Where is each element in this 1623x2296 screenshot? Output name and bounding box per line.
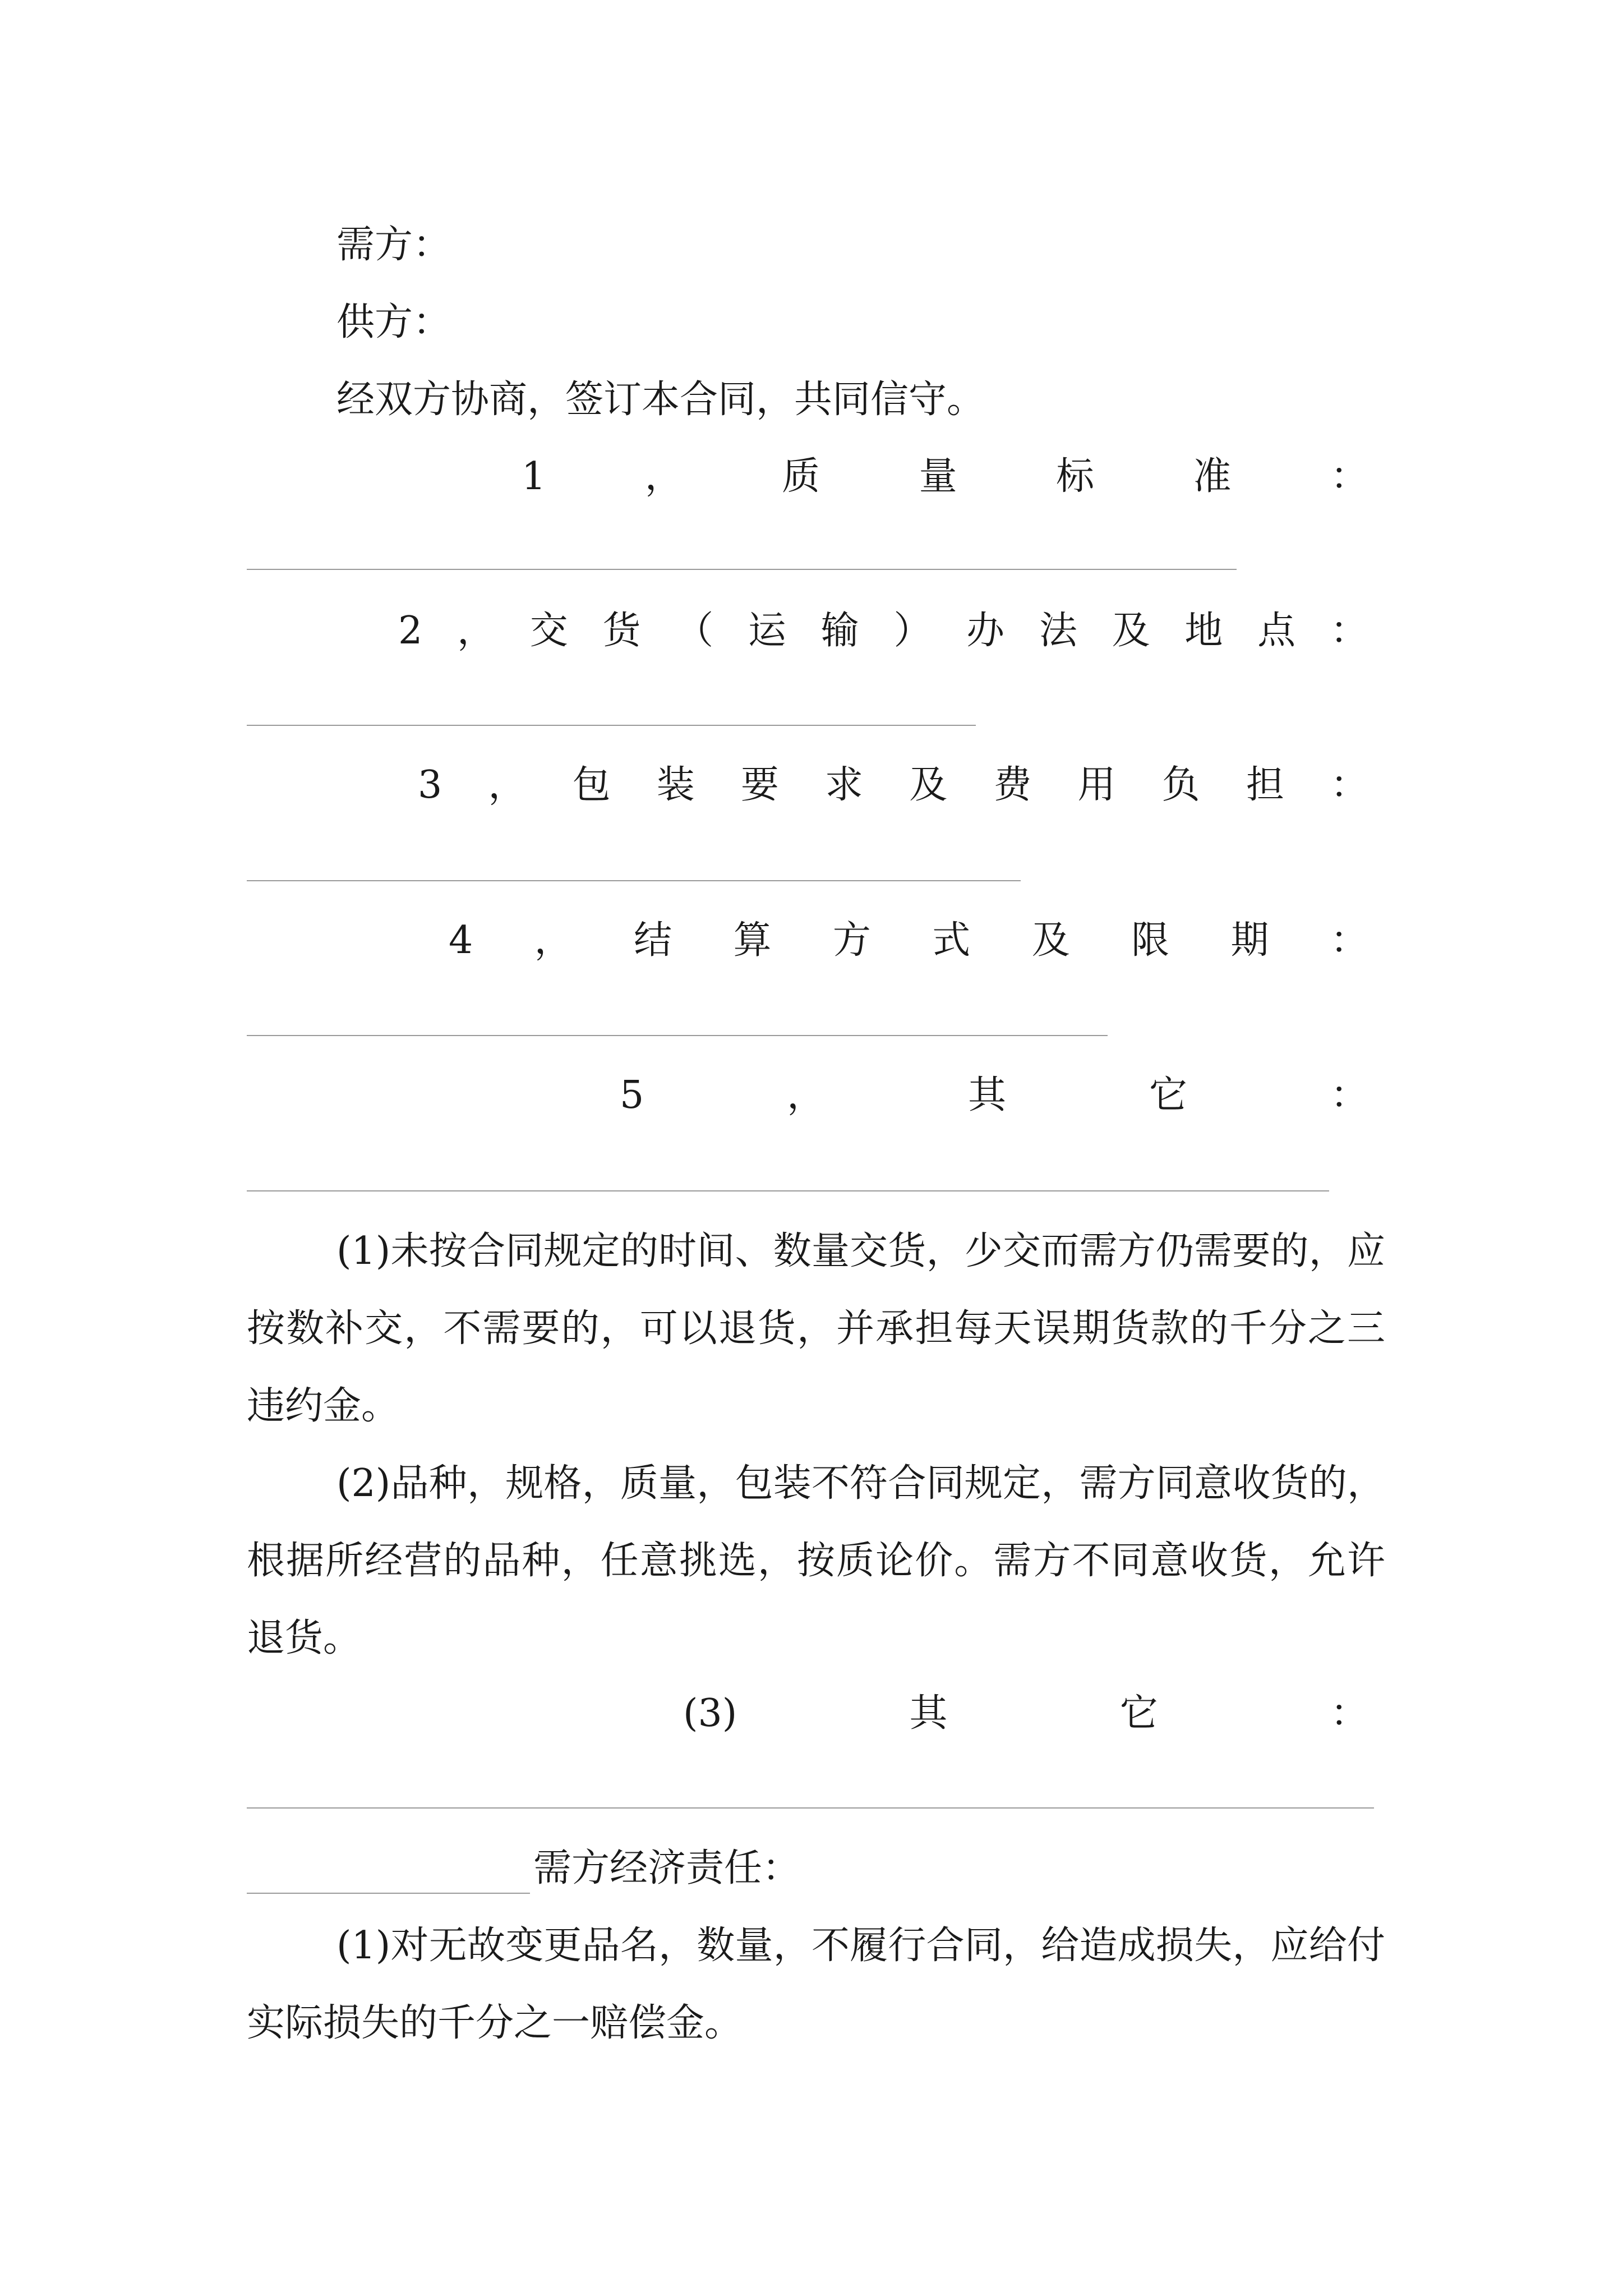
clause-char: 期 — [1230, 918, 1269, 963]
fill-in-line — [247, 880, 1021, 881]
clause-char: 货 — [602, 609, 641, 653]
clause-char: 式 — [932, 918, 971, 963]
clause-char: 方 — [832, 918, 871, 963]
clause-char: 量 — [919, 454, 957, 499]
clause-colon: ： — [1330, 454, 1368, 499]
clause-number: (3) — [683, 1691, 737, 1736]
clause-char: 要 — [740, 763, 779, 807]
clause-3 — [418, 760, 1368, 811]
clause-colon: ： — [1330, 918, 1368, 963]
supplier-label: 供方： — [336, 300, 451, 344]
clause-char: 输 — [820, 609, 859, 653]
clause-separator: ， — [488, 763, 527, 807]
clause-number: 3 — [418, 763, 442, 807]
clause-5 — [620, 1070, 1368, 1121]
buyer-liability-heading — [247, 1843, 800, 1894]
clause-char: 及 — [1031, 918, 1070, 963]
clause-char: 费 — [993, 763, 1032, 807]
buyer-term-1: (1)对无故变更品名，数量，不履行合同，给造成损失，应给付实际损失的千分之一赔偿金。 — [247, 1924, 1385, 2045]
clause-char: 准 — [1193, 454, 1232, 499]
clause-char: 求 — [825, 763, 864, 807]
clause-char: 负 — [1161, 763, 1200, 807]
clause-char: 法 — [1039, 609, 1077, 653]
clause-separator: ， — [644, 454, 683, 499]
supplier-term-1: (1)未按合同规定的时间、数量交货，少交而需方仍需要的，应按数补交，不需要的，可以退货，并承担每天误期货款的千分之三违约金。 — [247, 1229, 1385, 1428]
clause-number: 2 — [398, 609, 423, 653]
clause-char: 其 — [909, 1691, 948, 1736]
contract-intro: 经双方协商，签订本合同，共同信守。 — [336, 378, 985, 422]
fill-in-line — [247, 725, 976, 726]
clause-char: 办 — [966, 609, 1005, 653]
clause-char: 结 — [634, 918, 672, 963]
fill-in-line — [247, 1035, 1108, 1036]
clause-char: 及 — [1112, 609, 1150, 653]
fill-in-line — [247, 569, 1237, 570]
clause-separator: ， — [534, 918, 573, 963]
clause-number: 1 — [522, 454, 546, 499]
clause-colon: ： — [1330, 1073, 1368, 1117]
supplier-term-3 — [683, 1688, 1368, 1739]
clause-char: 它 — [1149, 1073, 1188, 1117]
section-title: 需方经济责任： — [533, 1846, 801, 1890]
fill-in-line — [247, 1853, 530, 1894]
clause-colon: ： — [1330, 1691, 1368, 1736]
clause-number: 4 — [449, 918, 473, 963]
clause-char: 地 — [1184, 609, 1223, 653]
clause-char: 质 — [782, 454, 820, 499]
fill-in-line — [247, 1807, 1374, 1809]
clause-char: 交 — [529, 609, 568, 653]
buyer-label: 需方： — [336, 223, 451, 267]
clause-number: 5 — [620, 1073, 644, 1117]
clause-char: 标 — [1056, 454, 1095, 499]
clause-2 — [398, 606, 1368, 656]
fill-in-line — [247, 1190, 1329, 1191]
supplier-term-2: (2)品种，规格，质量，包装不符合同规定，需方同意收货的，根据所经营的品种，任意挑选，按质论价。需方不同意收货，允许退货。 — [247, 1461, 1385, 1660]
clause-char: 点 — [1257, 609, 1296, 653]
clause-4 — [449, 915, 1368, 966]
clause-char: 它 — [1119, 1691, 1158, 1736]
clause-char: 装 — [656, 763, 695, 807]
clause-char: 用 — [1077, 763, 1116, 807]
clause-char: ） — [893, 609, 932, 653]
clause-colon: ： — [1330, 763, 1368, 807]
clause-char: 包 — [572, 763, 611, 807]
clause-char: 算 — [733, 918, 772, 963]
clause-char: 运 — [748, 609, 786, 653]
clause-char: 限 — [1131, 918, 1170, 963]
clause-char: 及 — [909, 763, 948, 807]
clause-separator: ， — [457, 609, 495, 653]
clause-separator: ， — [787, 1073, 826, 1117]
clause-1 — [522, 452, 1368, 502]
clause-char: 担 — [1246, 763, 1284, 807]
clause-char: 其 — [968, 1073, 1007, 1117]
clause-colon: ： — [1330, 609, 1368, 653]
clause-char: （ — [675, 609, 714, 653]
